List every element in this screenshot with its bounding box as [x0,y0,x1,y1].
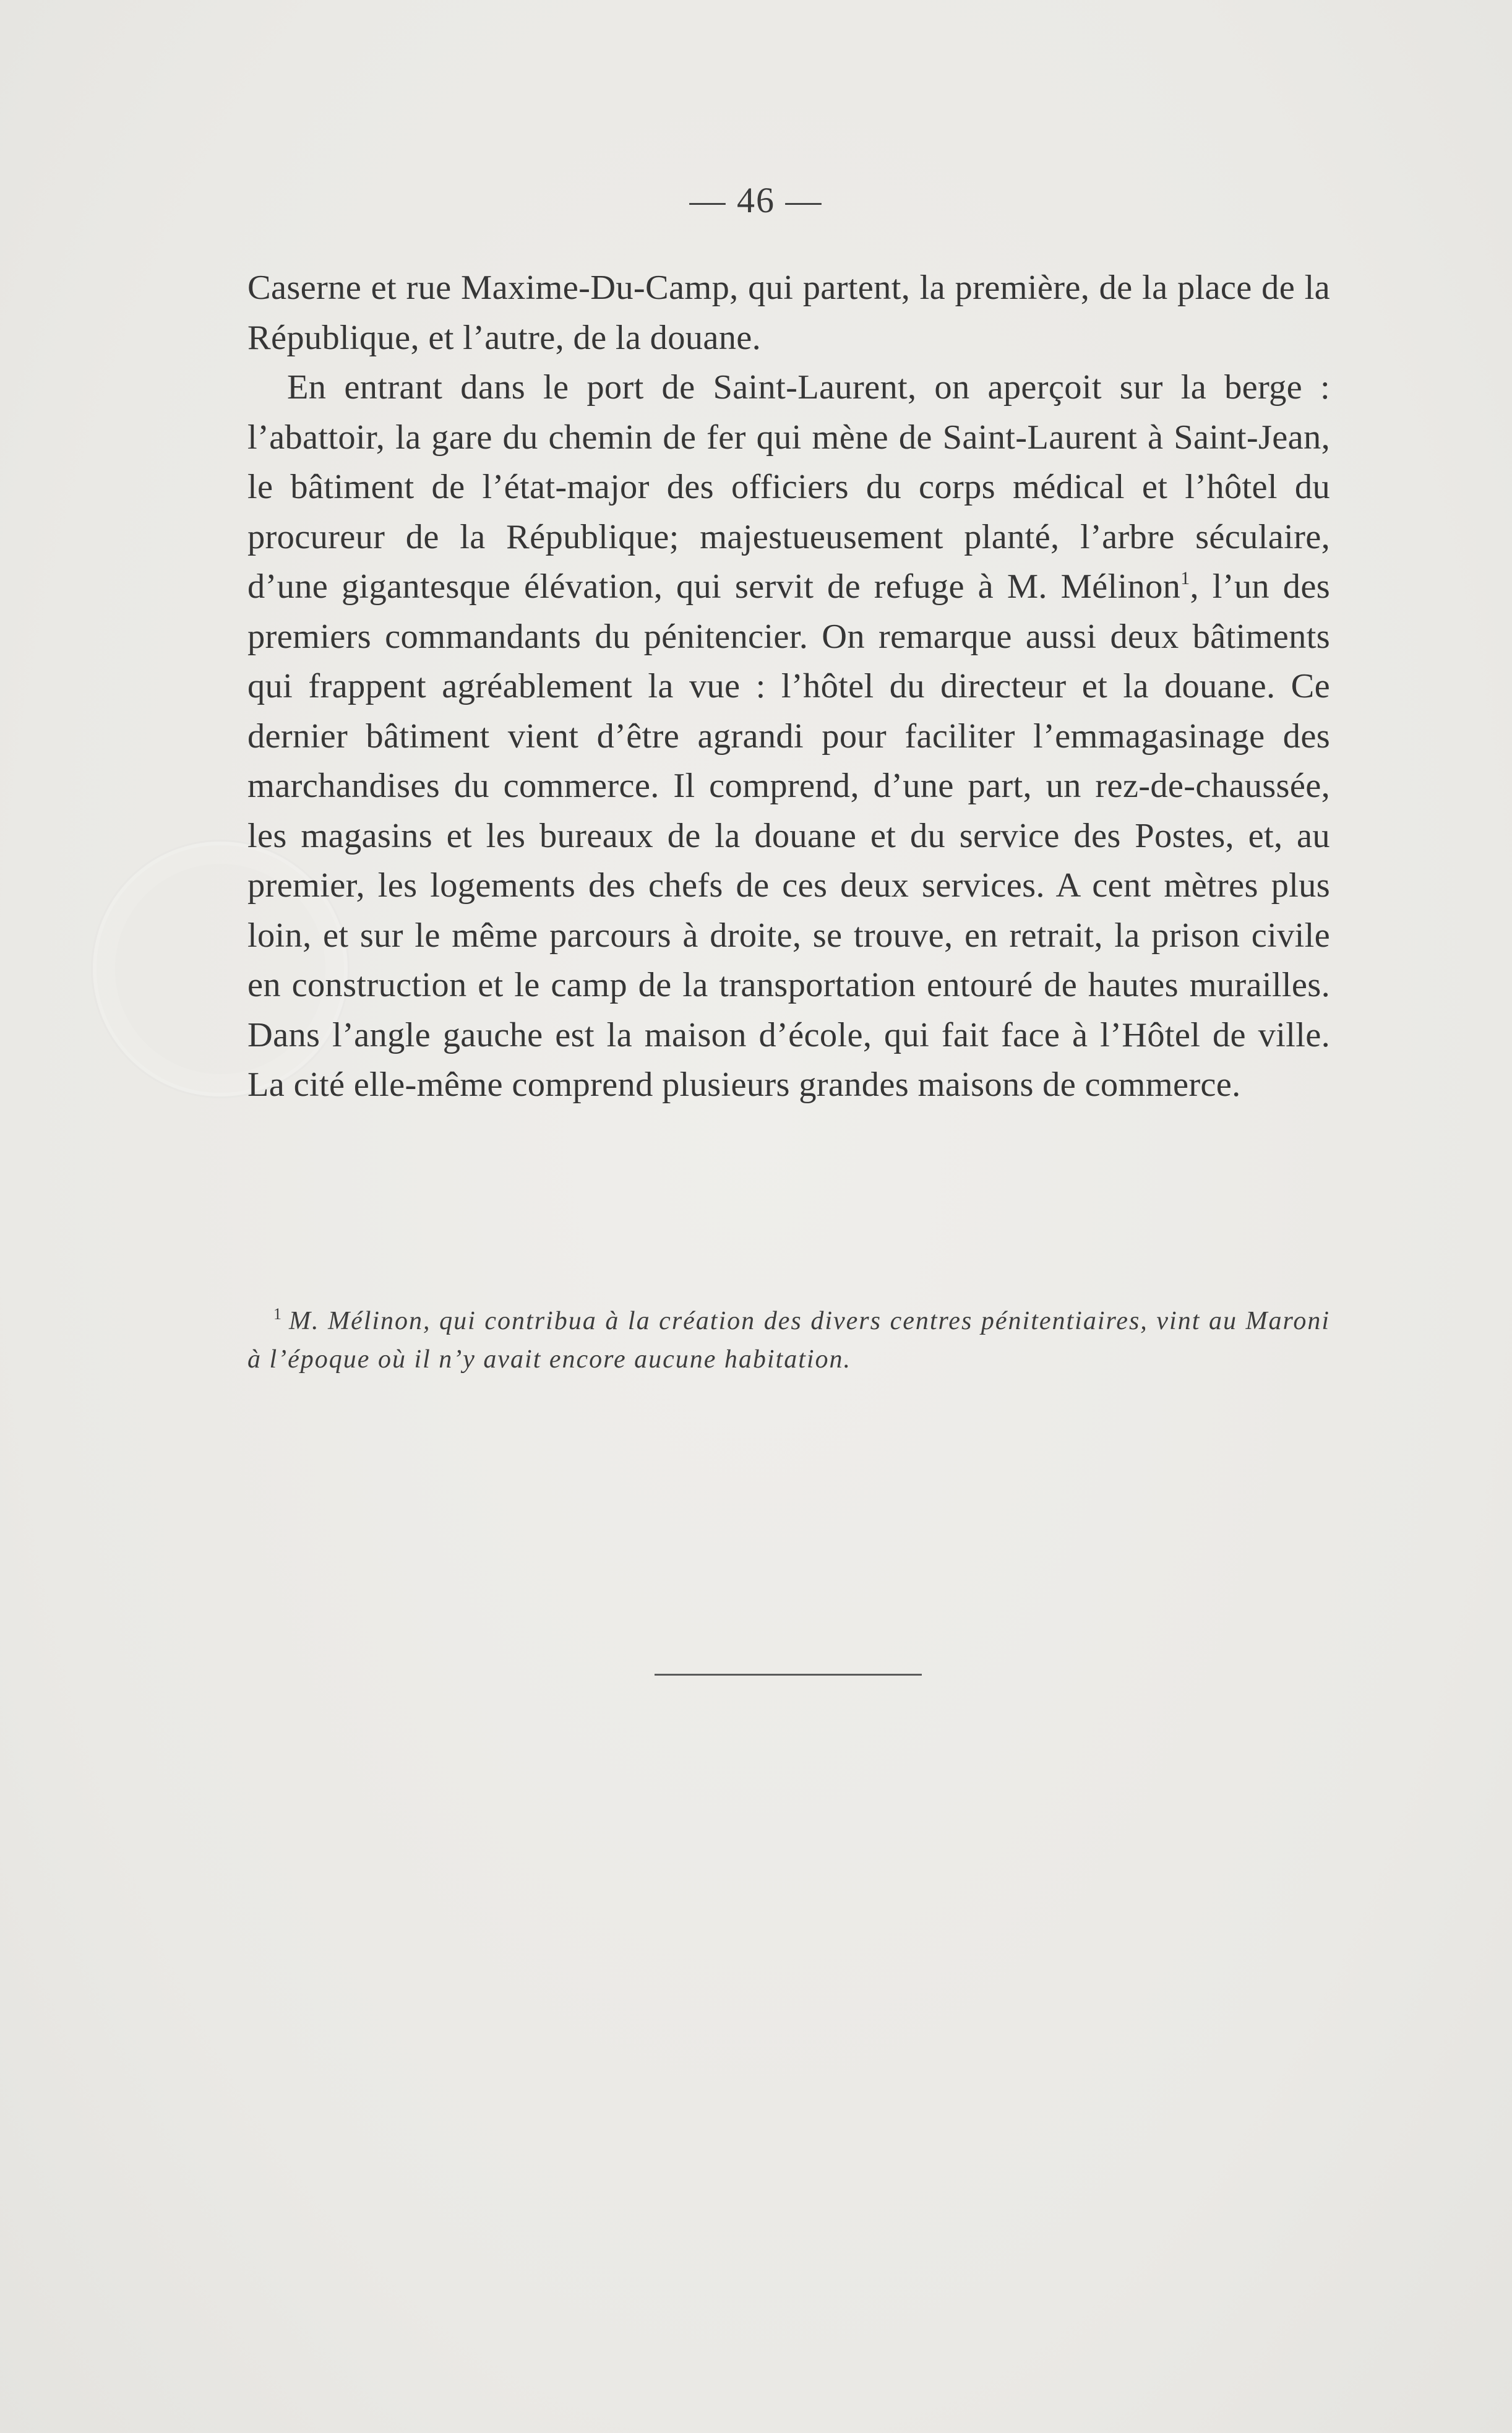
paragraph-1: Caserne et rue Maxime-Du-Camp, qui partent, la première, de la place de la République, et l’autre, de la douane. [247,269,1330,357]
paragraph-2-part-2: , l’un des premiers commandants du pénitencier. On remarque aussi deux bâtiments qui frappent agréablement la vue : l’hôtel du directeur et la douane. Ce dernier bâtiment vient d’être agrandi pour faciliter l’emmagasinage des marchandises du commerce. Il comprend, d’une part, un rez-de-chaussée, les magasins et les bureaux de la douane et du service des Postes, et, au premier, les logements des chefs de ces deux services. A cent mètres plus loin, et sur le même parcours à droite, se trouve, en retrait, la prison civile en construction et le camp de la transportation entouré de hautes murailles. Dans l’angle gauche est la maison d’école, qui fait face à l’Hôtel de ville. La cité elle-même comprend plusieurs grandes maisons de commerce. [247,567,1331,1104]
footnote-marker: 1 [273,1305,283,1323]
footnote-text: M. Mélinon, qui contribua à la création des divers centres pénitentiaires, vint au Maroni à l’époque où il n’y avait encore aucune habitation. [247,1307,1330,1374]
page-number: — 46 — [689,180,823,220]
footnote [247,1302,1330,1379]
footnote-reference: 1 [1180,568,1190,588]
paragraph-2 [247,363,1330,1110]
body-text [247,263,1330,1110]
end-rule [655,1674,922,1676]
paragraph-2-part-1: En entrant dans le port de Saint-Laurent, on aperçoit sur la berge : l’abattoir, la gare du chemin de fer qui mène de Saint-Laurent à Saint-Jean, le bâtiment de l’état-major des officiers du corps médical et l’hôtel du procureur de la République; majestueusement planté, l’arbre séculaire, d’une gigantesque élévation, qui servit de refuge à M. Mélinon [247,368,1330,606]
